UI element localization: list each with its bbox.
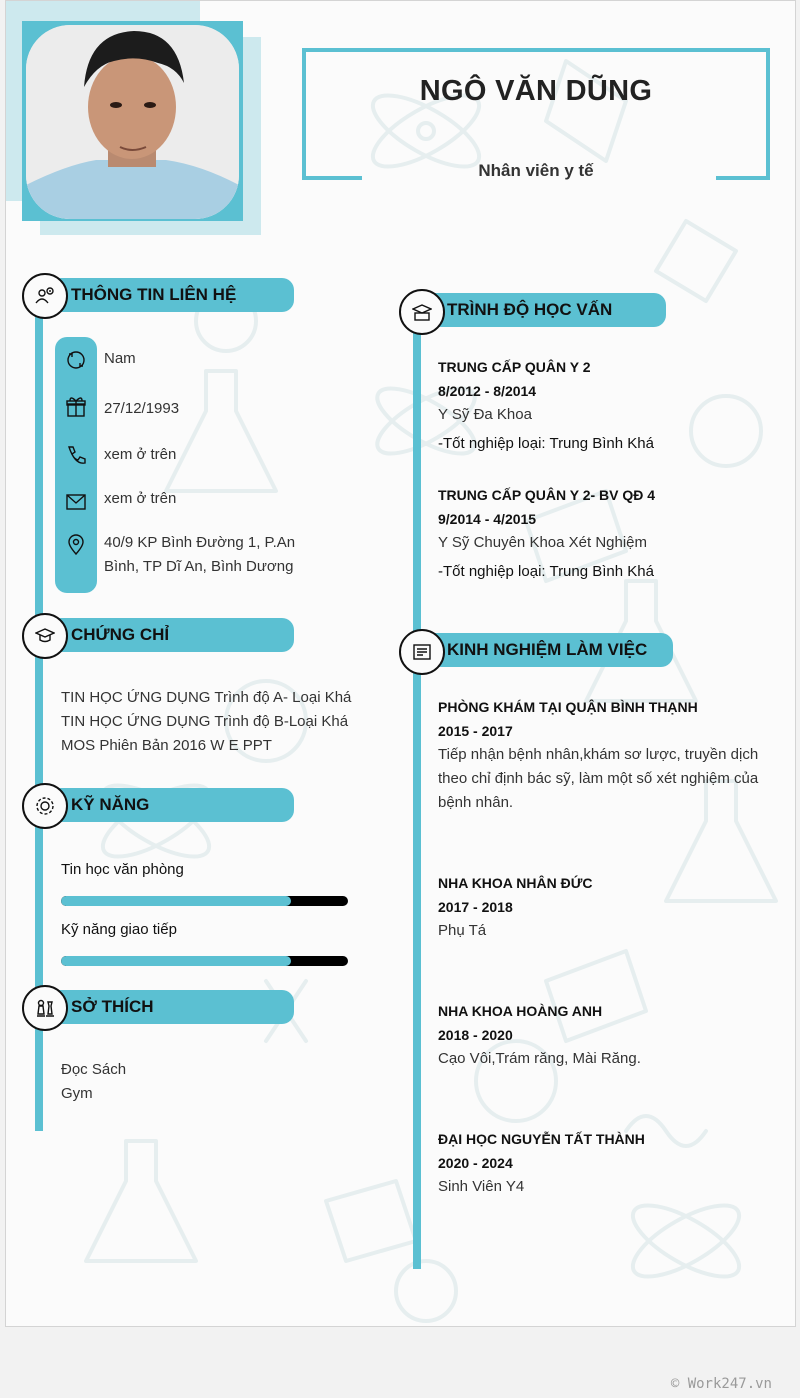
experience-heading: KINH NGHIỆM LÀM VIỆC xyxy=(421,633,673,667)
education-major: Y Sỹ Đa Khoa xyxy=(438,406,532,423)
gear-icon xyxy=(35,796,55,816)
skills-section-icon xyxy=(22,783,68,829)
job-title: Nhân viên y tế xyxy=(478,161,594,180)
experience-period: 2015 - 2017 xyxy=(438,723,513,739)
user-info-icon xyxy=(35,286,55,306)
education-period: 9/2014 - 4/2015 xyxy=(438,511,537,527)
experience-description: Sinh Viên Y4 xyxy=(438,1178,525,1195)
experience-description: Tiếp nhận bệnh nhân,khám sơ lược, truyền dịch xyxy=(438,746,759,763)
skill-level-bar xyxy=(61,956,348,966)
hobby-item: Đọc Sách xyxy=(61,1061,127,1078)
experience-description: Cạo Vôi,Trám răng, Mài Răng. xyxy=(438,1050,641,1067)
gift-icon xyxy=(65,396,87,418)
experience-company: NHA KHOA NHÂN ĐỨC xyxy=(438,875,593,891)
certificate-item: MOS Phiên Bản 2016 W E PPT xyxy=(61,737,272,754)
name-box xyxy=(302,48,770,180)
full-name: NGÔ VĂN DŨNG xyxy=(419,75,653,107)
education-item xyxy=(438,483,655,584)
education-major: Y Sỹ Chuyên Khoa Xét Nghiệm xyxy=(438,534,648,551)
experience-section-icon xyxy=(399,629,445,675)
education-note: -Tốt nghiệp loại: Trung Bình Khá xyxy=(438,435,654,452)
certificates-list xyxy=(61,686,351,758)
phone-icon xyxy=(65,445,87,467)
gender-icon xyxy=(65,349,87,371)
education-period: 8/2012 - 8/2014 xyxy=(438,383,537,399)
certificates-section-icon xyxy=(22,613,68,659)
graduation-cap-icon xyxy=(35,626,55,646)
experience-item xyxy=(438,1127,645,1199)
experience-period: 2020 - 2024 xyxy=(438,1155,513,1171)
mail-icon xyxy=(65,491,87,513)
hobbies-list xyxy=(61,1058,126,1106)
certificate-item: TIN HỌC ỨNG DỤNG Trình độ A- Loại Khá xyxy=(61,689,352,706)
contact-email: xem ở trên xyxy=(104,490,177,507)
contact-section-icon xyxy=(22,273,68,319)
certificate-item: TIN HỌC ỨNG DỤNG Trình độ B-Loại Khá xyxy=(61,713,349,730)
education-item xyxy=(438,355,654,456)
certificates-heading: CHỨNG CHỈ xyxy=(44,618,294,652)
experience-period: 2018 - 2020 xyxy=(438,1027,513,1043)
watermark: © Work247.vn xyxy=(670,1376,772,1392)
contact-address: 40/9 KP Bình Đường 1, P.An Bình, TP Dĩ An, Bình Dương xyxy=(104,534,296,575)
education-section-icon xyxy=(399,289,445,335)
resume-page xyxy=(5,0,796,1327)
document-icon xyxy=(412,642,432,662)
contact-gender: Nam xyxy=(104,350,136,367)
skill-level-fill xyxy=(61,896,291,906)
skill-label: Tin học văn phòng xyxy=(61,861,184,878)
skill-level-bar xyxy=(61,896,348,906)
experience-company: ĐẠI HỌC NGUYỄN TẤT THÀNH xyxy=(438,1131,645,1147)
education-school: TRUNG CẤP QUÂN Y 2 xyxy=(438,359,591,375)
contact-birthday: 27/12/1993 xyxy=(104,400,180,417)
education-heading: TRÌNH ĐỘ HỌC VẤN xyxy=(421,293,666,327)
chess-icon xyxy=(35,998,55,1018)
skill-level-fill xyxy=(61,956,291,966)
experience-item xyxy=(438,999,641,1071)
contact-heading: THÔNG TIN LIÊN HỆ xyxy=(44,278,294,312)
hobby-item: Gym xyxy=(61,1085,93,1102)
experience-description: bệnh nhân. xyxy=(438,794,514,811)
education-school: TRUNG CẤP QUÂN Y 2- BV QĐ 4 xyxy=(438,487,656,503)
experience-company: NHA KHOA HOÀNG ANH xyxy=(438,1003,603,1019)
location-pin-icon xyxy=(65,534,87,556)
hobbies-section-icon xyxy=(22,985,68,1031)
education-note: -Tốt nghiệp loại: Trung Bình Khá xyxy=(438,563,654,580)
school-icon xyxy=(412,302,432,322)
experience-item xyxy=(438,871,592,943)
experience-description: Phụ Tá xyxy=(438,922,487,939)
skill-label: Kỹ năng giao tiếp xyxy=(61,921,177,938)
experience-period: 2017 - 2018 xyxy=(438,899,513,915)
contact-phone: xem ở trên xyxy=(104,446,177,463)
hobbies-heading: SỞ THÍCH xyxy=(44,990,294,1024)
right-timeline xyxy=(413,317,421,1269)
skills-heading: KỸ NĂNG xyxy=(44,788,294,822)
profile-photo xyxy=(26,25,239,219)
experience-company: PHÒNG KHÁM TẠI QUẬN BÌNH THẠNH xyxy=(438,699,698,715)
experience-item xyxy=(438,695,758,815)
experience-description: theo chỉ định bác sỹ, làm một số xét nghiệm của xyxy=(438,770,759,787)
